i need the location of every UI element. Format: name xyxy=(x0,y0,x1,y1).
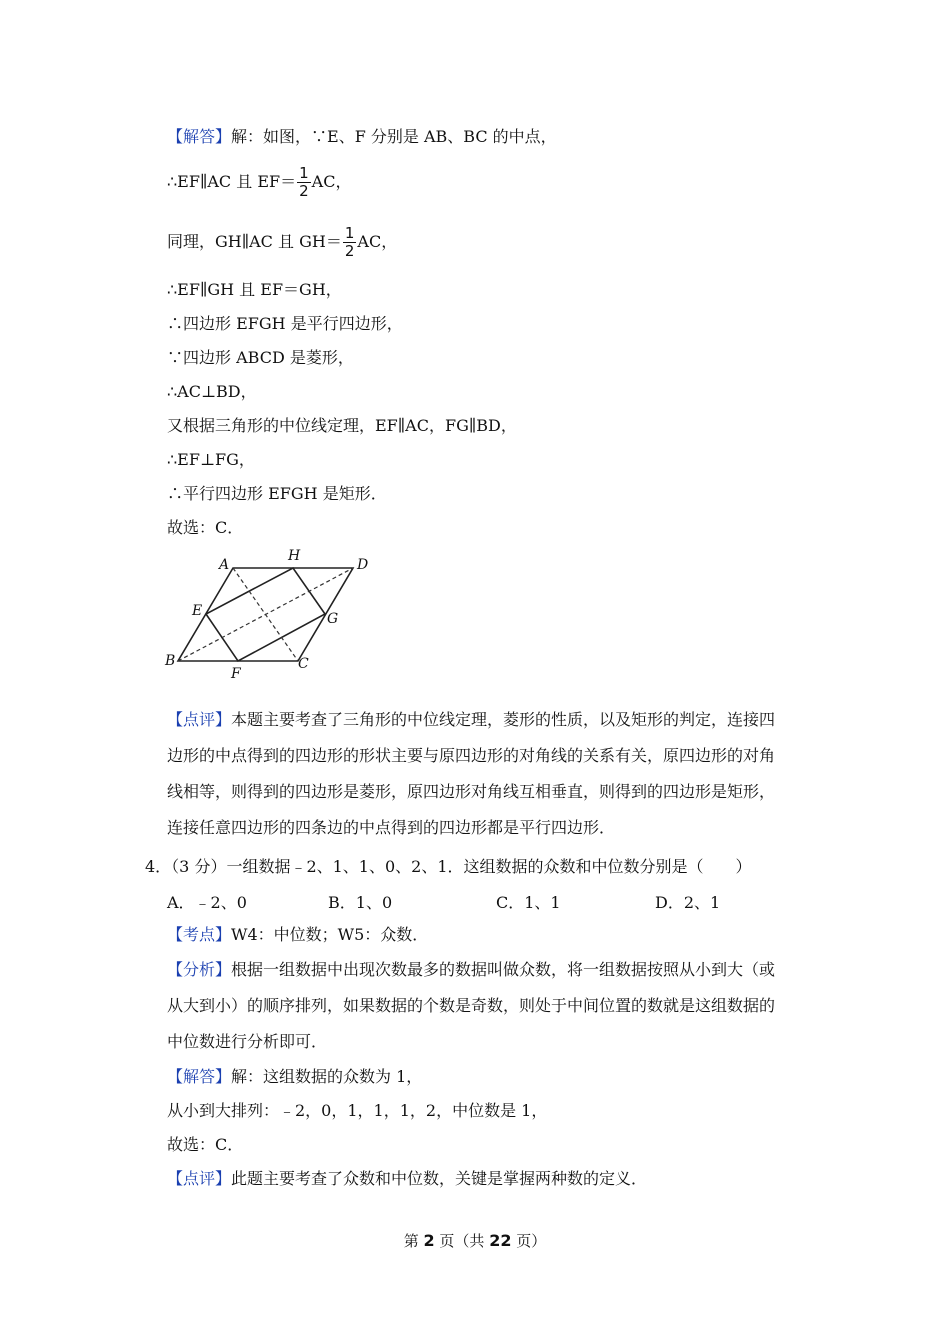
label-e: E xyxy=(192,603,203,619)
fraction-numerator: 1 xyxy=(344,224,355,242)
label-c: C xyxy=(298,656,309,672)
review-line-2: 边形的中点得到的四边形的形状主要与原四边形的对角线的关系有关，原四边形的对角 xyxy=(167,746,776,765)
q3-solution-line-10: ∴平行四边形 EFGH 是矩形． xyxy=(167,484,387,503)
kaodian-tag: 【考点】 xyxy=(167,925,232,944)
q3-solution-line-5: ∴四边形 EFGH 是平行四边形， xyxy=(167,314,403,333)
footer-suffix: 页） xyxy=(516,1232,547,1250)
fraction-numerator: 1 xyxy=(299,164,309,182)
label-b: B xyxy=(165,653,176,669)
review-line-3: 线相等，则得到的四边形是菱形，原四边形对角线互相垂直，则得到的四边形是矩形， xyxy=(167,782,776,801)
q3-solution-line-11: 故选：C． xyxy=(167,518,244,537)
q3-solution-line-2 xyxy=(167,162,351,202)
option-a: A．﹣2、0 xyxy=(167,893,247,912)
solution-tag: 【解答】 xyxy=(167,1067,232,1086)
kaodian-text: W4：中位数；W5：众数． xyxy=(231,925,429,944)
footer-prefix: 第 xyxy=(403,1232,419,1250)
total-pages: 22 xyxy=(489,1231,512,1250)
review-line-4: 连接任意四边形的四条边的中点得到的四边形都是平行四边形． xyxy=(167,818,616,837)
analysis-tag: 【分析】 xyxy=(167,960,232,979)
q4-solution-line-2: 从小到大排列：﹣2，0，1，1，1，2，中位数是 1， xyxy=(167,1101,548,1120)
analysis-line-3: 中位数进行分析即可． xyxy=(167,1032,328,1051)
q4-solution-line-3: 故选：C． xyxy=(167,1135,244,1154)
review-text: 此题主要考查了众数和中位数，关键是掌握两种数的定义． xyxy=(231,1169,648,1188)
page-footer xyxy=(0,1230,950,1251)
q3-solution-line-6: ∵四边形 ABCD 是菱形， xyxy=(167,348,354,367)
q3-solution-line-9: ∴EF⊥FG， xyxy=(167,450,255,469)
q4-kaodian xyxy=(167,924,428,946)
label-f: F xyxy=(231,666,241,682)
footer-middle: 页（共 xyxy=(439,1232,485,1250)
q3-solution-line-7: ∴AC⊥BD， xyxy=(167,382,257,401)
option-d: D．2、1 xyxy=(655,893,721,912)
q3-solution-line-4: ∴EF∥GH 且 EF＝GH， xyxy=(167,280,342,299)
analysis-line-2: 从大到小）的顺序排列，如果数据的个数是奇数，则处于中间位置的数就是这组数据的 xyxy=(167,996,776,1015)
q3-review xyxy=(167,702,807,846)
rhombus-figure xyxy=(160,545,380,685)
fraction-one-half xyxy=(343,225,357,260)
review-line-1 xyxy=(167,702,807,738)
equation-text-end: AC， xyxy=(311,172,352,191)
fraction-denominator: 2 xyxy=(299,182,309,200)
q4-review xyxy=(167,1168,647,1190)
equation-text: 同理，GH∥AC 且 GH＝ xyxy=(167,232,342,251)
label-d: D xyxy=(357,557,369,573)
fraction-one-half xyxy=(297,165,311,200)
analysis-text: 根据一组数据中出现次数最多的数据叫做众数，将一组数据按照从小到大（或 xyxy=(231,960,776,979)
solution-text: 解：如图，∵E、F 分别是 AB、BC 的中点， xyxy=(231,127,557,146)
equation-text-end: AC， xyxy=(357,232,398,251)
option-c: C．1、1 xyxy=(496,893,561,912)
q4-stem: 4．（3 分）一组数据﹣2、1、1、0、2、1．这组数据的众数和中位数分别是（ ） xyxy=(145,857,752,876)
equation-text: ∴EF∥AC 且 EF＝ xyxy=(167,172,297,191)
fraction-denominator: 2 xyxy=(344,242,355,260)
q3-solution-line-1 xyxy=(167,126,557,148)
review-text: 本题主要考查了三角形的中位线定理，菱形的性质，以及矩形的判定，连接四 xyxy=(231,710,776,729)
analysis-line-1 xyxy=(167,952,807,988)
review-tag: 【点评】 xyxy=(167,710,232,729)
option-b: B．1、0 xyxy=(328,893,393,912)
label-g: G xyxy=(327,611,339,627)
review-tag: 【点评】 xyxy=(167,1169,232,1188)
q4-solution-line-1 xyxy=(167,1066,422,1088)
q3-solution-line-3 xyxy=(167,222,397,262)
q4-analysis xyxy=(167,952,807,1060)
solution-text: 解：这组数据的众数为 1， xyxy=(231,1067,423,1086)
q3-solution-line-8: 又根据三角形的中位线定理，EF∥AC，FG∥BD， xyxy=(167,416,517,435)
solution-tag: 【解答】 xyxy=(167,127,232,146)
label-a: A xyxy=(219,557,230,573)
page-number: 2 xyxy=(423,1231,435,1250)
label-h: H xyxy=(288,548,301,564)
